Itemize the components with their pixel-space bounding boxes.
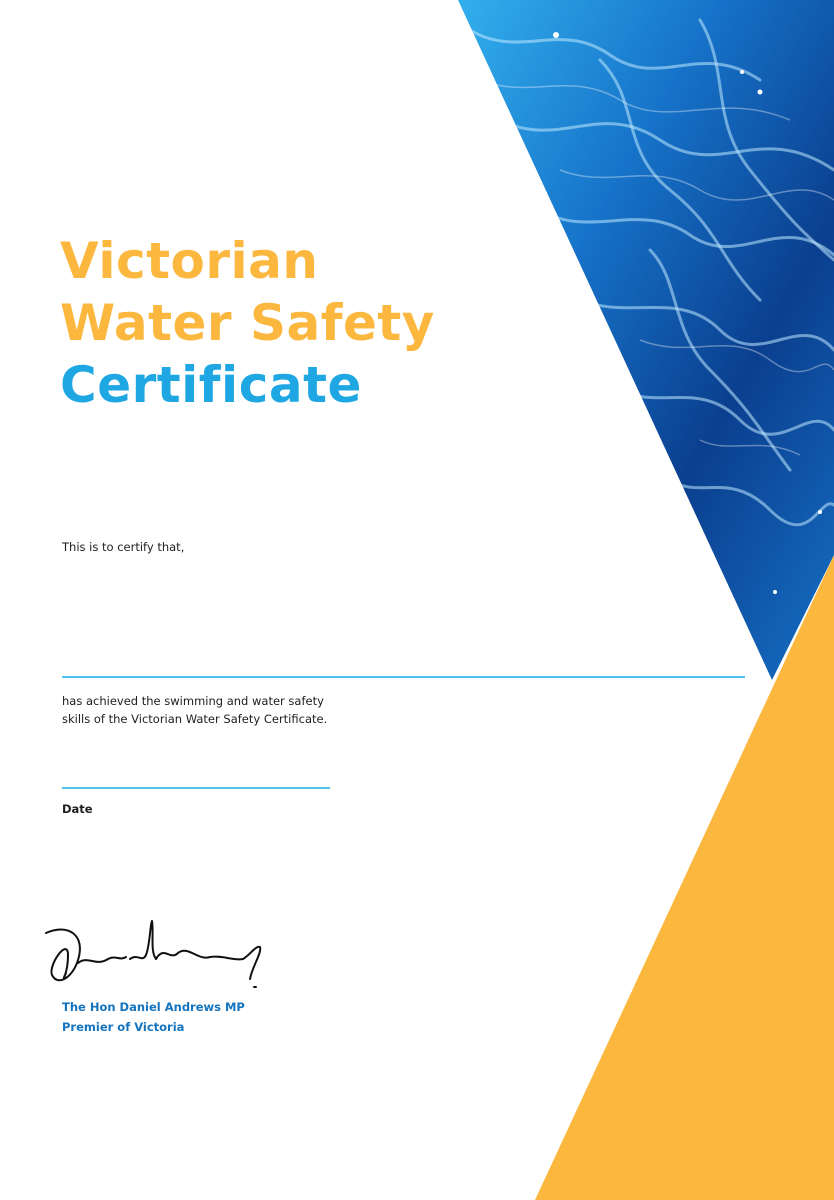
date-label: Date — [62, 802, 93, 816]
certificate-title — [60, 230, 435, 416]
title-line-3: Certificate — [60, 356, 362, 414]
water-ripple-image — [440, 0, 834, 700]
title-line-2: Water Safety — [60, 294, 435, 352]
achievement-line-1: has achieved the swimming and water safety — [62, 694, 324, 708]
signer-title: Premier of Victoria — [62, 1020, 185, 1034]
title-line-1: Victorian — [60, 232, 319, 290]
certify-text: This is to certify that, — [62, 540, 185, 554]
signature-image — [38, 915, 278, 995]
date-line — [62, 787, 330, 789]
signer-block — [62, 997, 245, 1037]
orange-triangle — [535, 555, 834, 1200]
achievement-line-2: skills of the Victorian Water Safety Certificate. — [62, 712, 328, 726]
recipient-name-line — [62, 676, 745, 678]
achievement-text — [62, 692, 422, 728]
signer-name: The Hon Daniel Andrews MP — [62, 1000, 245, 1014]
